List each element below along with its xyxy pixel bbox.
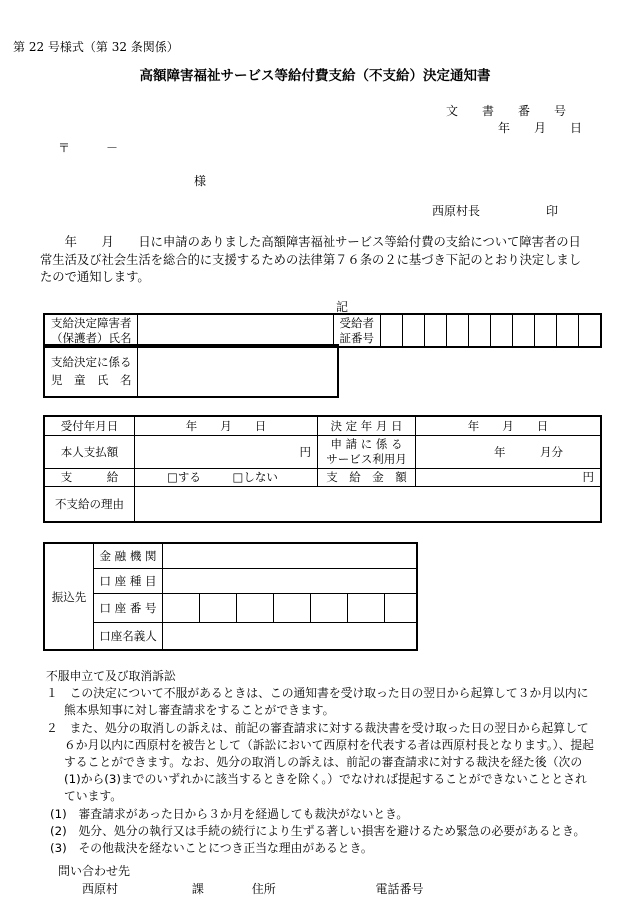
contact-village: 西原村 [82,882,119,896]
applicant-table [43,313,602,348]
document-title: 高額障害福祉サービス等給付費支給（不支給）決定通知書 [139,68,491,84]
certificate-digit[interactable] [578,314,601,347]
certificate-digit[interactable] [380,314,402,347]
account-number-digit[interactable] [348,593,385,622]
account-holder-field[interactable] [163,622,418,650]
payment-options [135,468,318,486]
bank-name-field[interactable] [163,543,418,568]
appeal-heading: 不服申立て及び取消訴訟 [46,669,176,683]
applicant-name-field[interactable] [138,314,333,347]
postal-code-mark: 〒 － [58,141,119,155]
decision-date-label: 決 定 年 月 日 [318,416,416,435]
appeal-notice [46,668,596,857]
certificate-digit[interactable] [468,314,490,347]
account-number-digit[interactable] [163,593,200,622]
appeal-item-2: ２ また、処分の取消しの訴えは、前記の審査請求に対する裁決書を受け取った日の翌日から起算して６か月以内に西原村を被告として（訴訟において西原村を代表する者は西原村長となります。）、提起することができます。なお、処分の取消しの訴えは、前記の審査請求に対する裁決を経た後（次の(1)から(3)までのいずれかに該当するときを除く。）でなければ提起することができないこととされています。 [46,720,594,804]
applicant-name-label: 支給決定障害者 （保護者）氏名 [44,314,138,347]
payment-amount-label: 支 給 金 額 [318,468,416,486]
transfer-section-label: 振込先 [44,543,94,650]
certificate-digit[interactable] [490,314,512,347]
rejection-reason-label: 不支給の理由 [44,486,135,522]
self-pay-label: 本人支払額 [44,435,135,468]
issuer-name: 西原村長 [432,204,481,218]
certificate-digit[interactable] [424,314,446,347]
account-number-digit[interactable] [311,593,348,622]
payment-table [43,415,602,523]
service-month-label: 申 請 に 係 る サービス利用月 [318,435,416,468]
child-table [43,344,339,398]
addressee-suffix: 様 [194,174,207,188]
received-date-label: 受付年月日 [44,416,135,435]
contact-phone-label: 電話番号 [375,882,424,896]
certificate-digit[interactable] [402,314,424,347]
appeal-subitem-3: (3) その他裁決を経ないことにつき正当な理由があるとき。 [50,841,373,856]
certificate-digit[interactable] [512,314,534,347]
ki-heading: 記 [336,300,349,314]
rejection-reason-field[interactable] [135,486,602,522]
account-type-label: 口 座 種 目 [94,568,163,593]
appeal-item-1: １ この決定について不服があるときは、この通知書を受け取った日の翌日から起算して３か月以内に熊本県知事に対し審査請求をすることができます。 [46,686,589,718]
account-number-digit[interactable] [237,593,274,622]
account-holder-label: 口座名義人 [94,622,163,650]
child-name-field[interactable] [138,345,339,397]
account-number-digit[interactable] [200,593,237,622]
document-number-label: 文 書 番 号 [446,104,567,118]
appeal-subitem-1: (1) 審査請求があった日から３か月を経過しても裁決がないとき。 [50,806,409,821]
service-month-field[interactable]: 年 月分 [416,435,602,468]
payment-amount-field[interactable]: 円 [416,468,602,486]
certificate-digit[interactable] [446,314,468,347]
certificate-number-label: 受給者 証番号 [333,314,380,347]
certificate-digit[interactable] [534,314,556,347]
seal-mark: 印 [546,204,559,218]
form-number: 第 22 号様式（第 32 条関係） [13,40,179,54]
self-pay-field[interactable]: 円 [135,435,318,468]
bank-transfer-table [43,542,418,651]
contact-section-suffix: 課 [191,882,204,896]
account-number-digit[interactable] [274,593,311,622]
issue-date-label: 年 月 日 [498,121,583,135]
bank-name-label: 金 融 機 関 [94,543,163,568]
contact-section [58,862,424,898]
decision-date-field[interactable]: 年 月 日 [416,416,602,435]
certificate-digit[interactable] [556,314,578,347]
contact-heading: 問い合わせ先 [58,864,131,878]
body-paragraph: 年 月 日に申請のありました高額障害福祉サービス等給付費の支給について障害者の日常生活及び社会生活を総合的に支援するための法律第７６条の２に基づき下記のとおり決定しましたので通知します。 [40,235,582,284]
account-type-field[interactable] [163,568,418,593]
received-date-field[interactable]: 年 月 日 [135,416,318,435]
contact-address-label: 住所 [251,882,276,896]
payment-label: 支 給 [44,468,135,486]
payment-yes-checkbox[interactable]: □する [167,470,201,484]
payment-no-checkbox[interactable]: □しない [232,470,278,484]
account-number-label: 口 座 番 号 [94,593,163,622]
account-number-digit[interactable] [385,593,418,622]
appeal-subitem-2: (2) 処分、処分の執行又は手続の続行により生ずる著しい損害を避けるため緊急の必要があるとき。 [50,823,586,838]
child-name-label: 支給決定に係る 児 童 氏 名 [44,345,138,397]
